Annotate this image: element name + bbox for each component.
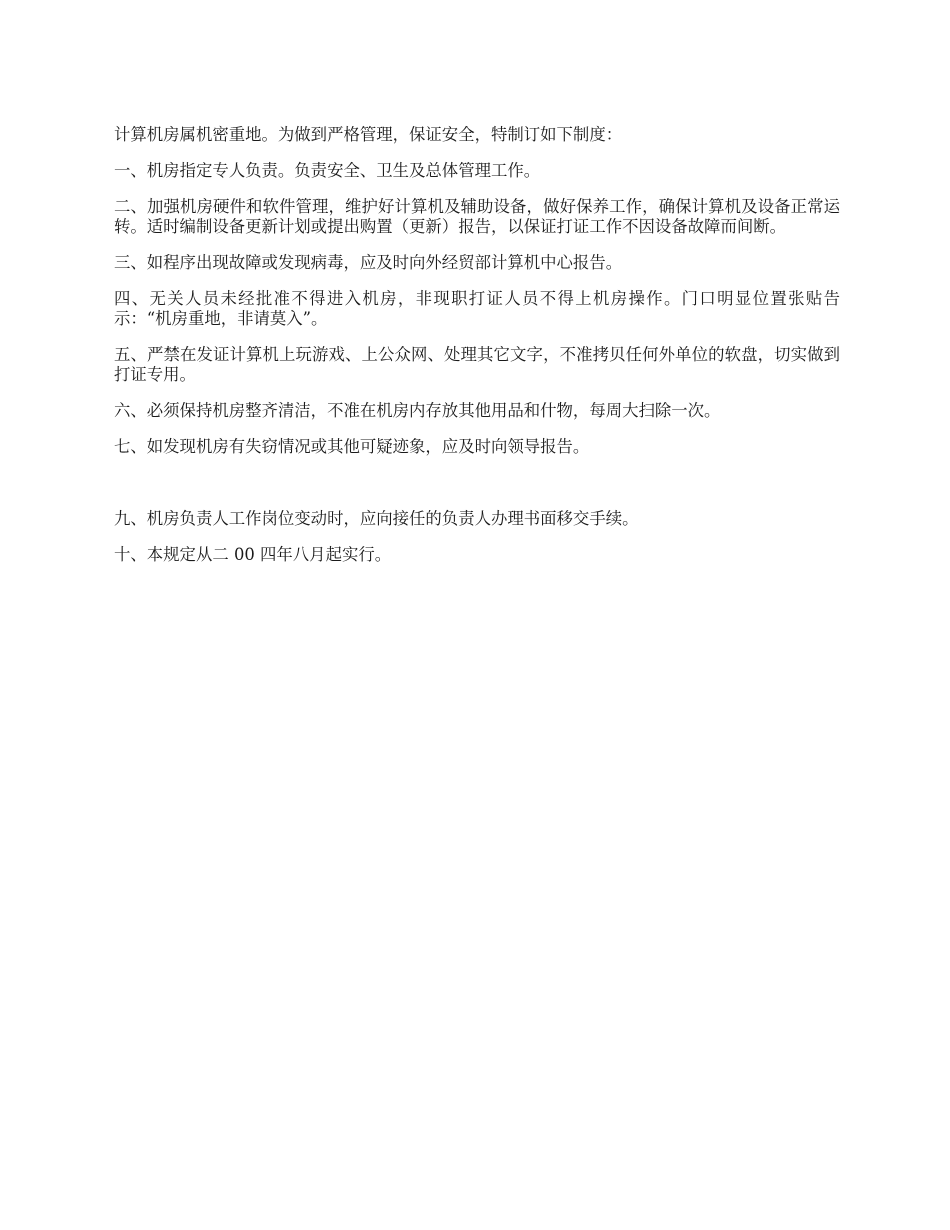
rule-item-3: 三、如程序出现故障或发现病毒，应及时向外经贸部计算机中心报告。 [114, 253, 623, 272]
rule-item-4: 四、无关人员未经批准不得进入机房，非现职打证人员不得上机房操作。门口明显位置张贴告示：“机房重地，非请莫入”。 [114, 289, 840, 328]
rule-item-5: 五、严禁在发证计算机上玩游戏、上公众网、处理其它文字，不准拷贝任何外单位的软盘，切实做到打证专用。 [114, 345, 840, 384]
rule-item-7: 七、如发现机房有失窃情况或其他可疑迹象，应及时向领导报告。 [114, 437, 590, 456]
rule-item-2: 二、加强机房硬件和软件管理，维护好计算机及辅助设备，做好保养工作，确保计算机及设备正常运转。适时编制设备更新计划或提出购置（更新）报告，以保证打证工作不因设备故障而间断。 [114, 197, 840, 236]
rule-item-9: 九、机房负责人工作岗位变动时，应向接任的负责人办理书面移交手续。 [114, 509, 639, 528]
rule-item-1: 一、机房指定专人负责。负责安全、卫生及总体管理工作。 [114, 161, 541, 180]
document-body [114, 125, 840, 581]
rule-item-10: 十、本规定从二 00 四年八月起实行。 [114, 545, 392, 564]
blank-gap [114, 473, 840, 509]
rule-item-6: 六、必须保持机房整齐清洁，不准在机房内存放其他用品和什物，每周大扫除一次。 [114, 401, 721, 420]
intro-paragraph: 计算机房属机密重地。为做到严格管理，保证安全，特制订如下制度： [114, 125, 623, 144]
